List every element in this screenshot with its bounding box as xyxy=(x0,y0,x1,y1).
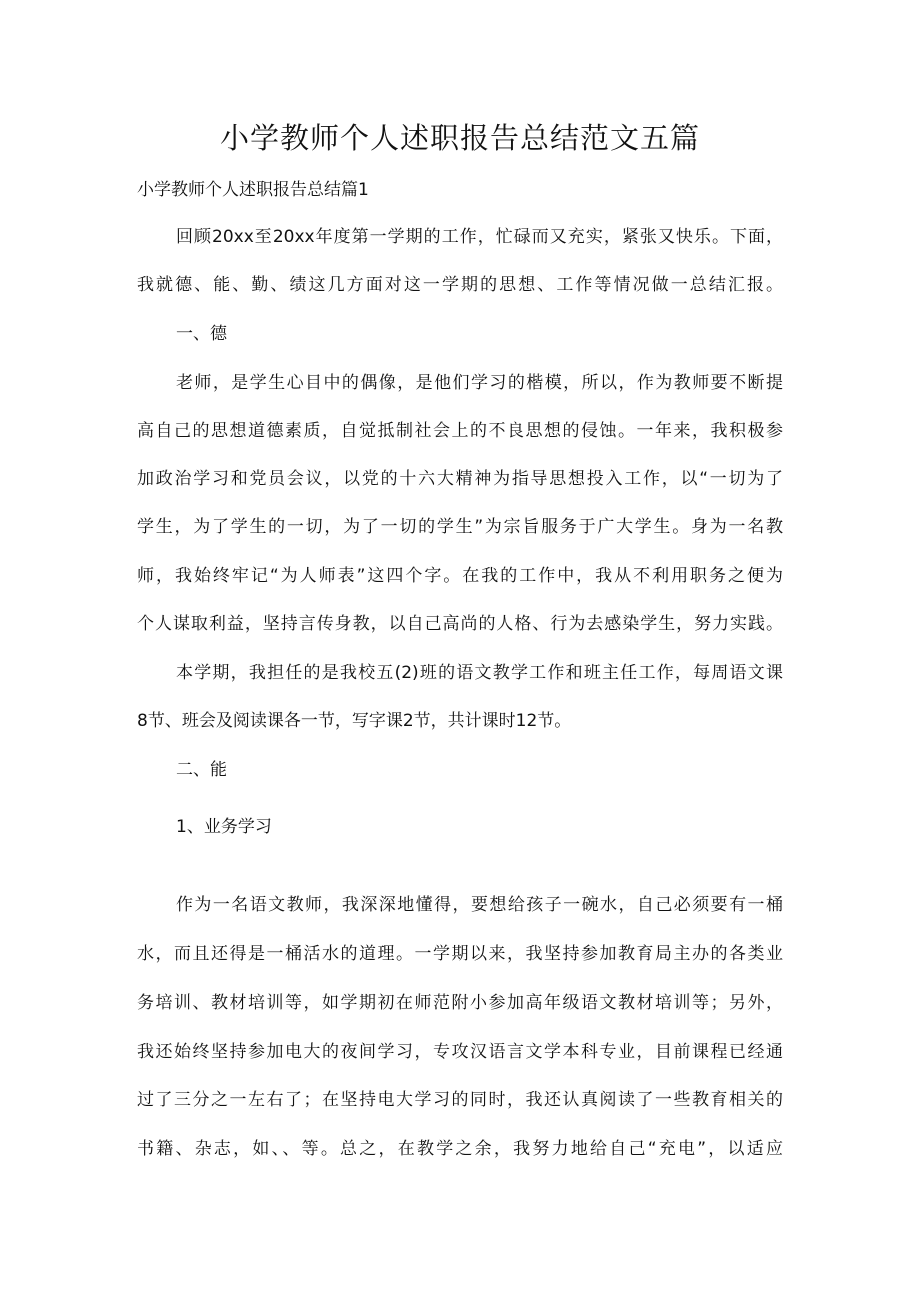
paragraph-line: 作为一名语文教师，我深深地懂得，要想给孩子一碗水，自己必须要有一桶 xyxy=(176,895,783,915)
paragraph-line: 高自己的思想道德素质，自觉抵制社会上的不良思想的侵蚀。一年来，我积极参 xyxy=(137,421,783,441)
heading-neng: 二、能 xyxy=(176,760,227,780)
paragraph-line: 老师，是学生心目中的偶像，是他们学习的楷模，所以，作为教师要不断提 xyxy=(176,373,783,393)
section-subtitle: 小学教师个人述职报告总结篇1 xyxy=(137,180,369,200)
paragraph-line: 个人谋取利益，坚持言传身教，以自己高尚的人格、行为去感染学生，努力实践。 xyxy=(137,614,783,634)
paragraph-line: 本学期，我担任的是我校五(2)班的语文教学工作和班主任工作，每周语文课 xyxy=(176,663,783,683)
paragraph-line: 书籍、杂志，如、、等。总之，在教学之余，我努力地给自己“充电”，以适应 xyxy=(137,1139,783,1159)
paragraph-line: 水，而且还得是一桶活水的道理。一学期以来，我坚持参加教育局主办的各类业 xyxy=(137,944,783,964)
document-title: 小学教师个人述职报告总结范文五篇 xyxy=(219,121,700,155)
paragraph-line: 加政治学习和党员会议，以党的十六大精神为指导思想投入工作，以“一切为了 xyxy=(137,469,783,489)
paragraph-line: 师，我始终牢记“为人师表”这四个字。在我的工作中，我从不利用职务之便为 xyxy=(137,566,783,586)
heading-de: 一、德 xyxy=(176,324,227,344)
heading-business-study: 1、业务学习 xyxy=(176,817,272,837)
paragraph-line: 8节、班会及阅读课各一节，写字课2节，共计课时12节。 xyxy=(137,711,572,731)
paragraph-line: 我就德、能、勤、绩这几方面对这一学期的思想、工作等情况做一总结汇报。 xyxy=(137,275,783,295)
paragraph-line: 我还始终坚持参加电大的夜间学习，专攻汉语言文学本科专业，目前课程已经通 xyxy=(137,1042,783,1062)
paragraph-line: 学生，为了学生的一切，为了一切的学生”为宗旨服务于广大学生。身为一名教 xyxy=(137,517,783,537)
paragraph-line: 过了三分之一左右了；在坚持电大学习的同时，我还认真阅读了一些教育相关的 xyxy=(137,1090,783,1110)
paragraph-line: 务培训、教材培训等，如学期初在师范附小参加高年级语文教材培训等；另外， xyxy=(137,993,783,1013)
paragraph-line: 回顾20xx至20xx年度第一学期的工作，忙碌而又充实，紧张又快乐。下面， xyxy=(176,227,783,247)
